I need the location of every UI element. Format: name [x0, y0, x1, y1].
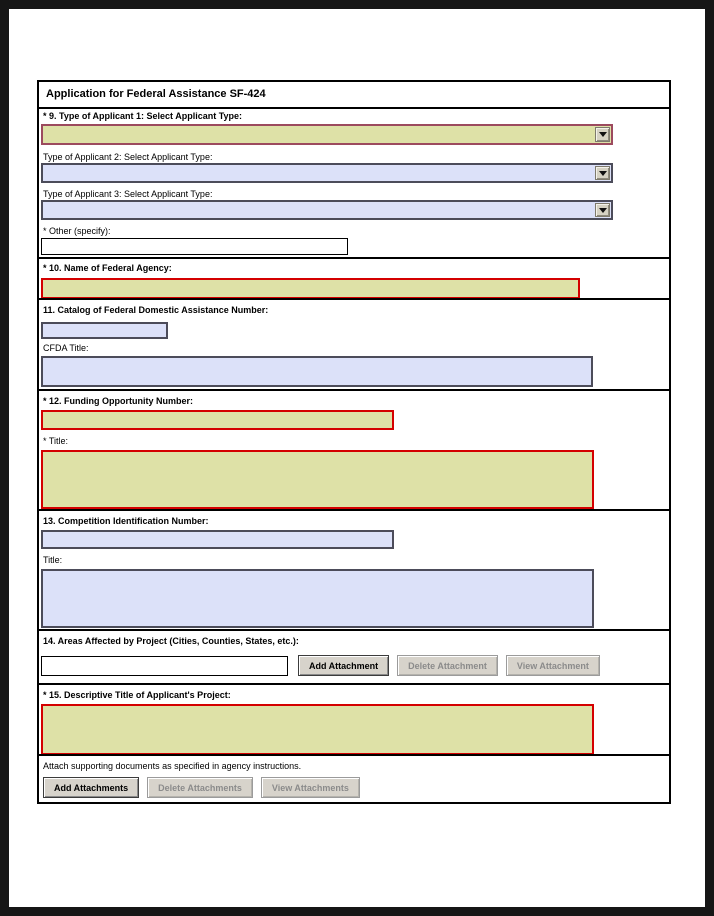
other-specify-input[interactable] — [41, 238, 348, 255]
dropdown-arrow-icon[interactable] — [595, 166, 610, 180]
competition-title-label: Title: — [43, 555, 63, 565]
supporting-documents-section — [39, 754, 669, 802]
applicant-type-1-label: * 9. Type of Applicant 1: Select Applicant Type: — [43, 111, 243, 121]
funding-opportunity-title-label: * Title: — [43, 436, 69, 446]
cfda-number-input[interactable] — [41, 322, 168, 339]
section-13-competition-id — [39, 509, 669, 629]
add-attachment-button[interactable]: Add Attachment — [298, 655, 389, 676]
section-12-funding-opportunity — [39, 389, 669, 509]
areas-affected-label: 14. Areas Affected by Project (Cities, Counties, States, etc.): — [43, 636, 299, 646]
funding-opportunity-number-label: * 12. Funding Opportunity Number: — [43, 396, 193, 406]
competition-id-input[interactable] — [41, 530, 394, 549]
competition-title-input[interactable] — [41, 569, 594, 628]
project-title-label: * 15. Descriptive Title of Applicant's Project: — [43, 690, 231, 700]
section-10-federal-agency — [39, 257, 669, 298]
dropdown-arrow-icon[interactable] — [595, 127, 610, 142]
other-specify-label: * Other (specify): — [43, 226, 111, 236]
add-attachments-button[interactable]: Add Attachments — [43, 777, 139, 798]
section-9-applicant-type — [39, 107, 669, 257]
applicant-type-3-label: Type of Applicant 3: Select Applicant Type: — [43, 189, 213, 199]
funding-opportunity-number-input[interactable] — [41, 410, 394, 430]
cfda-title-label: CFDA Title: — [43, 343, 89, 353]
project-title-input[interactable] — [41, 704, 594, 754]
delete-attachments-button[interactable]: Delete Attachments — [147, 777, 253, 798]
view-attachment-button[interactable]: View Attachment — [506, 655, 600, 676]
section-14-areas-affected — [39, 629, 669, 683]
chevron-down-icon — [599, 132, 607, 137]
chevron-down-icon — [599, 171, 607, 176]
funding-opportunity-title-input[interactable] — [41, 450, 594, 509]
section-11-cfda — [39, 298, 669, 389]
federal-agency-label: * 10. Name of Federal Agency: — [43, 263, 172, 273]
cfda-number-label: 11. Catalog of Federal Domestic Assistance Number: — [43, 305, 269, 315]
applicant-type-2-select[interactable] — [41, 163, 613, 183]
form-title: Application for Federal Assistance SF-424 — [46, 88, 266, 100]
section-15-project-title — [39, 683, 669, 754]
view-attachments-button[interactable]: View Attachments — [261, 777, 360, 798]
applicant-type-3-select[interactable] — [41, 200, 613, 220]
areas-affected-input[interactable] — [41, 656, 288, 676]
applicant-type-2-label: Type of Applicant 2: Select Applicant Type: — [43, 152, 213, 162]
applicant-type-1-select[interactable] — [41, 124, 613, 145]
sf424-form — [37, 80, 671, 804]
delete-attachment-button[interactable]: Delete Attachment — [397, 655, 498, 676]
dropdown-arrow-icon[interactable] — [595, 203, 610, 217]
competition-id-label: 13. Competition Identification Number: — [43, 516, 209, 526]
attach-instruction-text: Attach supporting documents as specified in agency instructions. — [43, 761, 302, 771]
cfda-title-input[interactable] — [41, 356, 593, 387]
document-page — [9, 9, 705, 907]
federal-agency-input[interactable] — [41, 278, 580, 298]
chevron-down-icon — [599, 208, 607, 213]
